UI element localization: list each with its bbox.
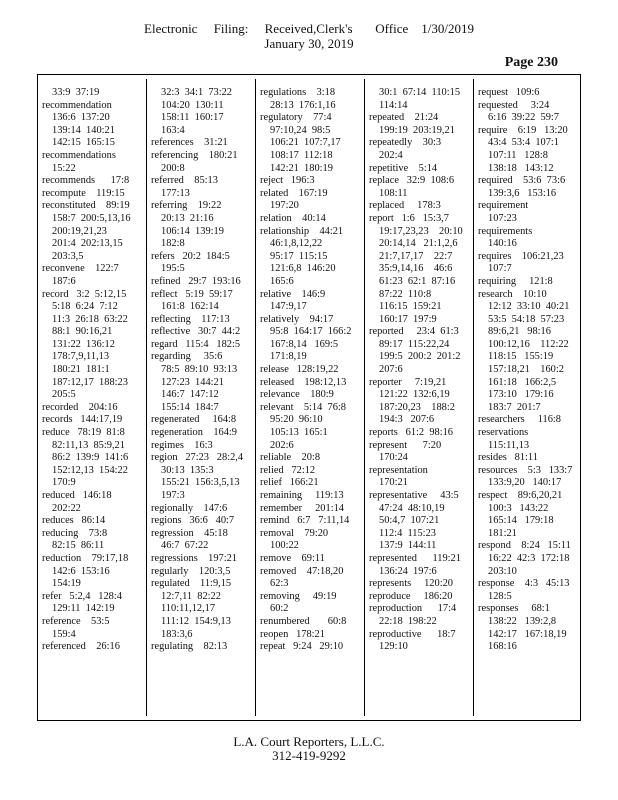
index-page-refs: 142:21 180:19 <box>270 162 333 174</box>
index-page-refs: 142:17 167:18,19 <box>488 628 567 640</box>
index-page-refs: 197:3 <box>161 490 185 501</box>
index-page-refs: 129:10 <box>379 641 408 653</box>
index-column-1 <box>38 87 146 720</box>
index-page-refs: 107:23 <box>488 212 517 224</box>
index-page-refs: 86:2 139:9 141:6 <box>52 452 129 464</box>
index-entry: reproduction 17:4 <box>369 603 457 615</box>
index-entry: resides 81:11 <box>478 452 538 464</box>
index-entry: regulated 11:9,15 <box>151 578 232 590</box>
index-page-refs: 187:20,23 188:2 <box>379 401 455 413</box>
filing-date: January 30, 2019 <box>264 36 354 51</box>
index-entry: removing 49:19 <box>260 590 337 602</box>
index-page-refs: 53:5 54:18 57:23 <box>488 313 565 325</box>
index-entry: respect 89:6,20,21 <box>478 490 563 501</box>
index-entry: replaced 178:3 <box>369 200 441 212</box>
index-entry: regulatory 77:4 <box>260 112 332 124</box>
index-page-refs: 129:11 142:19 <box>52 603 115 615</box>
index-page-refs: 199:5 200:2 201:2 <box>379 351 461 363</box>
index-page-refs: 5:18 6:24 7:12 <box>52 301 118 313</box>
index-page-refs: 165:6 <box>270 275 294 287</box>
index-entry: reducing 73:8 <box>42 527 108 539</box>
index-page-refs: 140:16 <box>488 238 517 250</box>
index-entry: release 128:19,22 <box>260 364 339 376</box>
index-entry: refers 20:2 184:5 <box>151 250 230 262</box>
index-entry: representation <box>369 464 428 476</box>
index-page-refs: 137:9 144:11 <box>379 540 437 552</box>
index-entry: repeatedly 30:3 <box>369 137 442 149</box>
index-page-refs: 158:7 200:5,13,16 <box>52 212 131 224</box>
index-page-refs: 158:11 160:17 <box>161 112 224 124</box>
index-page-refs: 108:17 112:18 <box>270 149 333 161</box>
index-entry: represents 120:20 <box>369 578 453 590</box>
index-page-refs: 177:13 <box>161 187 190 199</box>
index-entry: reconvene 122:7 <box>42 263 119 275</box>
index-entry: repeated 21:24 <box>369 112 439 124</box>
index-page-refs: 104:20 130:11 <box>161 99 224 111</box>
index-page-refs: 146:7 147:12 <box>161 389 219 401</box>
index-entry: recommendations <box>42 149 116 161</box>
index-page-refs: 157:18,21 160:2 <box>488 364 564 376</box>
index-entry: released 198:12,13 <box>260 376 347 388</box>
index-page-refs: 82:11,13 85:9,21 <box>52 439 125 451</box>
filing-stamp-line: Electronic Filing: Received,Clerk's Office 1/30/2019 <box>144 21 474 36</box>
index-page-refs: 95:8 164:17 166:2 <box>270 326 352 338</box>
index-page-refs: 138:18 143:12 <box>488 162 554 174</box>
index-page-refs: 118:15 155:19 <box>488 351 554 363</box>
index-entry: researchers 116:8 <box>478 414 561 426</box>
index-page-refs: 30:1 67:14 110:15 <box>379 87 461 98</box>
index-page-refs: 155:21 156:3,5,13 <box>161 477 240 489</box>
index-entry: regulations 3:18 <box>260 87 336 98</box>
index-entry: recommendation <box>42 99 112 111</box>
index-entry: records 144:17,19 <box>42 414 123 426</box>
index-page-refs: 43:4 53:4 107:1 <box>488 137 560 149</box>
index-entry: resources 5:3 133:7 <box>478 464 573 476</box>
index-page-refs: 112:4 115:23 <box>379 527 436 539</box>
index-page-refs: 178:7,9,11,13 <box>52 351 110 363</box>
index-page-refs: 202:6 <box>270 439 294 451</box>
index-page-refs: 30:13 135:3 <box>161 464 214 476</box>
index-page-refs: 167:8,14 169:5 <box>270 338 339 350</box>
index-entry: report 1:6 15:3,7 <box>369 212 449 224</box>
index-page-refs: 131:22 136:12 <box>52 338 115 350</box>
index-page-refs: 128:5 <box>488 590 512 602</box>
index-page-refs: 22:18 198:22 <box>379 615 437 627</box>
index-entry: regularly 120:3,5 <box>151 565 231 577</box>
index-page-refs: 183:7 201:7 <box>488 401 541 413</box>
index-entry: relationship 44:21 <box>260 225 344 237</box>
index-page-refs: 202:22 <box>52 502 81 514</box>
index-page-refs: 173:10 179:16 <box>488 389 554 401</box>
index-entry: recorded 204:16 <box>42 401 118 413</box>
index-page-refs: 11:3 26:18 63:22 <box>52 313 128 325</box>
index-entry: reports 61:2 98:16 <box>369 427 453 439</box>
index-page-refs: 100:3 143:22 <box>488 502 549 514</box>
index-entry: reduce 78:19 81:8 <box>42 427 125 439</box>
index-entry: regions 36:6 40:7 <box>151 515 235 527</box>
index-entry: remind 6:7 7:11,14 <box>260 515 350 527</box>
index-page-refs: 136:6 137:20 <box>52 112 110 124</box>
index-entry: removed 47:18,20 <box>260 565 344 577</box>
index-entry: references 31:21 <box>151 137 228 149</box>
index-page-refs: 207:6 <box>379 364 403 376</box>
index-entry: reduced 146:18 <box>42 490 112 501</box>
index-entry: reflecting 117:13 <box>151 313 230 325</box>
index-page-refs: 170:21 <box>379 477 408 489</box>
index-page-refs: 111:12 154:9,13 <box>161 615 231 627</box>
index-column-4 <box>365 87 473 720</box>
index-page-refs: 159:4 <box>52 628 76 640</box>
index-page-refs: 182:8 <box>161 238 185 250</box>
index-page-refs: 20:13 21:16 <box>161 212 214 224</box>
index-entry: regressions 197:21 <box>151 552 238 564</box>
index-page-refs: 35:9,14,16 46:6 <box>379 263 453 275</box>
reporter-name: L.A. Court Reporters, L.L.C. <box>233 734 385 749</box>
index-page-refs: 107:7 <box>488 263 512 275</box>
index-page-refs: 89:17 115:22,24 <box>379 338 450 350</box>
index-page-refs: 97:10,24 98:5 <box>270 124 331 136</box>
index-entry: represented 119:21 <box>369 552 461 564</box>
index-page-refs: 16:22 42:3 172:18 <box>488 552 570 564</box>
index-entry: reported 23:4 61:3 <box>369 326 459 338</box>
index-page-refs: 194:3 207:6 <box>379 414 435 426</box>
index-page-refs: 201:4 202:13,15 <box>52 238 123 250</box>
index-entry: reproductive 18:7 <box>369 628 456 640</box>
index-page-refs: 62:3 <box>270 578 289 590</box>
index-page-refs: 155:14 184:7 <box>161 401 219 413</box>
index-column-5 <box>474 87 582 720</box>
index-page-refs: 108:11 <box>379 187 408 199</box>
index-page-refs: 121:6,8 146:20 <box>270 263 336 275</box>
index-entry: reservations <box>478 427 529 439</box>
index-page-refs: 88:1 90:16,21 <box>52 326 113 338</box>
index-page-refs: 200:8 <box>161 162 185 174</box>
index-page-refs: 47:24 48:10,19 <box>379 502 445 514</box>
index-entry: requiring 121:8 <box>478 275 553 287</box>
index-page-refs: 20:14,14 21:1,2,6 <box>379 238 458 250</box>
index-page-refs: 116:15 159:21 <box>379 301 442 313</box>
index-page-refs: 205:5 <box>52 389 76 401</box>
index-entry: regulating 82:13 <box>151 641 228 653</box>
index-page-refs: 195:5 <box>161 263 185 275</box>
index-entry: require 6:19 13:20 <box>478 124 568 136</box>
index-page-refs: 89:6,21 98:16 <box>488 326 551 338</box>
index-page-refs: 203:3,5 <box>52 250 84 262</box>
index-page-refs: 160:17 197:9 <box>379 313 437 325</box>
index-entry: regenerated 164:8 <box>151 414 237 426</box>
index-entry: regard 115:4 182:5 <box>151 338 241 350</box>
index-page-refs: 46:7 67:22 <box>161 540 209 552</box>
index-page-refs: 187:6 <box>52 275 76 287</box>
index-entry: replace 32:9 108:6 <box>369 175 455 187</box>
index-entry: relative 146:9 <box>260 288 326 300</box>
index-page-refs: 12:12 33:10 40:21 <box>488 301 570 313</box>
index-entry: reopen 178:21 <box>260 628 325 640</box>
index-page-refs: 32:3 34:1 73:22 <box>161 87 233 98</box>
index-entry: reproduce 186:20 <box>369 590 453 602</box>
index-page-refs: 107:11 128:8 <box>488 149 548 161</box>
index-entry: reject 196:3 <box>260 175 315 187</box>
index-entry: recompute 119:15 <box>42 187 125 199</box>
index-entry: regionally 147:6 <box>151 502 228 514</box>
index-page-refs: 95:20 96:10 <box>270 414 323 426</box>
index-entry: region 27:23 28:2,4 <box>151 452 244 464</box>
index-entry: request 109:6 <box>478 87 540 98</box>
index-entry: remove 69:11 <box>260 552 325 564</box>
index-page-refs: 168:16 <box>488 641 517 653</box>
index-page-refs: 127:23 144:21 <box>161 376 224 388</box>
index-entry: relief 166:21 <box>260 477 319 489</box>
index-page-refs: 46:1,8,12,22 <box>270 238 323 250</box>
index-page-refs: 6:16 39:22 59:7 <box>488 112 560 124</box>
index-entry: research 10:10 <box>478 288 547 300</box>
index-page-refs: 139:14 140:21 <box>52 124 115 136</box>
index-entry: represent 7:20 <box>369 439 442 451</box>
index-page-refs: 200:19,21,23 <box>52 225 107 237</box>
index-entry: referencing 180:21 <box>151 149 238 161</box>
index-entry: refer 5:2,4 128:4 <box>42 590 122 602</box>
index-entry: requested 3:24 <box>478 99 550 111</box>
index-page-refs: 106:21 107:7,17 <box>270 137 341 149</box>
index-entry: reliable 20:8 <box>260 452 321 464</box>
index-page-refs: 203:10 <box>488 565 517 577</box>
index-entry: remember 201:14 <box>260 502 344 514</box>
index-page-refs: 199:19 203:19,21 <box>379 124 455 136</box>
index-entry: recommends 17:8 <box>42 175 130 187</box>
index-page-refs: 202:4 <box>379 149 403 161</box>
index-page-refs: 197:20 <box>270 200 299 212</box>
index-entry: reflect 5:19 59:17 <box>151 288 233 300</box>
index-page-refs: 60:2 <box>270 603 289 615</box>
index-page-refs: 19:17,23,23 20:10 <box>379 225 463 237</box>
index-entry: referring 19:22 <box>151 200 222 212</box>
index-page-refs: 152:12,13 154:22 <box>52 464 128 476</box>
index-page-refs: 12:7,11 82:22 <box>161 590 221 602</box>
index-page-refs: 142:6 153:16 <box>52 565 110 577</box>
index-entry: regeneration 164:9 <box>151 427 237 439</box>
index-page-refs: 147:9,17 <box>270 301 307 313</box>
index-page-refs: 165:14 179:18 <box>488 515 554 527</box>
index-page-refs: 28:13 176:1,16 <box>270 99 336 111</box>
index-entry: required 53:6 73:6 <box>478 175 566 187</box>
index-entry: requires 106:21,23 <box>478 250 564 262</box>
index-page-refs: 139:3,6 153:16 <box>488 187 557 199</box>
index-page-refs: 15:22 <box>52 162 76 174</box>
index-frame <box>37 74 581 721</box>
index-entry: reconstituted 89:19 <box>42 200 130 212</box>
index-page-refs: 110:11,12,17 <box>161 603 216 615</box>
index-entry: relevant 5:14 76:8 <box>260 401 346 413</box>
index-page-refs: 180:21 181:1 <box>52 364 110 376</box>
index-page-refs: 87:22 110:8 <box>379 288 432 300</box>
index-entry: reflective 30:7 44:2 <box>151 326 241 338</box>
index-entry: relatively 94:17 <box>260 313 334 325</box>
index-entry: relevance 180:9 <box>260 389 334 401</box>
index-entry: record 3:2 5:12,15 <box>42 288 127 300</box>
index-page-refs: 50:4,7 107:21 <box>379 515 440 527</box>
index-entry: requirement <box>478 200 529 212</box>
index-column-3 <box>256 87 364 720</box>
index-entry: repetitive 5:14 <box>369 162 438 174</box>
index-page-refs: 136:24 197:6 <box>379 565 437 577</box>
index-page-refs: 78:5 89:10 93:13 <box>161 364 238 376</box>
index-entry: relied 72:12 <box>260 464 316 476</box>
index-entry: regression 45:18 <box>151 527 228 539</box>
index-page-refs: 170:24 <box>379 452 408 464</box>
index-page-refs: 171:8,19 <box>270 351 307 363</box>
index-page-refs: 181:21 <box>488 527 517 539</box>
index-entry: removal 79:20 <box>260 527 329 539</box>
index-entry: regimes 16:3 <box>151 439 213 451</box>
index-page-refs: 142:15 165:15 <box>52 137 115 149</box>
index-entry: reference 53:5 <box>42 615 110 627</box>
index-page-refs: 100:22 <box>270 540 299 552</box>
index-page-refs: 61:23 62:1 87:16 <box>379 275 456 287</box>
index-entry: representative 43:5 <box>369 490 459 501</box>
index-page-refs: 163:4 <box>161 124 185 136</box>
index-entry: reduction 79:17,18 <box>42 552 129 564</box>
index-entry: remaining 119:13 <box>260 490 344 501</box>
index-entry: refined 29:7 193:16 <box>151 275 241 287</box>
index-page-refs: 21:7,17,17 22:7 <box>379 250 453 262</box>
index-page-refs: 106:14 139:19 <box>161 225 224 237</box>
index-page-refs: 161:18 166:2,5 <box>488 376 557 388</box>
index-page-refs: 133:9,20 140:17 <box>488 477 562 489</box>
index-page-refs: 187:12,17 188:23 <box>52 376 128 388</box>
index-page-refs: 115:11,13 <box>488 439 530 451</box>
index-page-refs: 183:3,6 <box>161 628 193 640</box>
index-entry: response 4:3 45:13 <box>478 578 570 590</box>
index-page-refs: 138:22 139:2,8 <box>488 615 557 627</box>
index-entry: reduces 86:14 <box>42 515 106 527</box>
index-entry: repeat 9:24 29:10 <box>260 641 344 653</box>
index-entry: responses 68:1 <box>478 603 550 615</box>
index-page-refs: 170:9 <box>52 477 76 489</box>
index-entry: reporter 7:19,21 <box>369 376 447 388</box>
index-entry: related 167:19 <box>260 187 328 199</box>
index-entry: referenced 26:16 <box>42 641 120 653</box>
index-page-refs: 161:8 162:14 <box>161 301 219 313</box>
index-entry: regarding 35:6 <box>151 351 223 363</box>
index-entry: relation 40:14 <box>260 212 326 224</box>
index-page-refs: 154:19 <box>52 578 81 590</box>
index-page-refs: 121:22 132:6,19 <box>379 389 450 401</box>
index-page-refs: 82:15 86:11 <box>52 540 105 552</box>
page-number: Page 230 <box>504 55 558 70</box>
reporter-phone: 312-419-9292 <box>272 748 346 763</box>
index-page-refs: 105:13 165:1 <box>270 427 328 439</box>
index-page-refs: 114:14 <box>379 99 408 111</box>
index-entry: referred 85:13 <box>151 175 218 187</box>
index-entry: renumbered 60:8 <box>260 615 347 627</box>
index-page-refs: 95:17 115:15 <box>270 250 328 262</box>
index-page-refs: 100:12,16 112:22 <box>488 338 569 350</box>
index-entry: respond 8:24 15:11 <box>478 540 571 552</box>
index-page-refs: 33:9 37:19 <box>52 87 100 98</box>
index-entry: requirements <box>478 225 533 237</box>
index-column-2 <box>147 87 255 720</box>
